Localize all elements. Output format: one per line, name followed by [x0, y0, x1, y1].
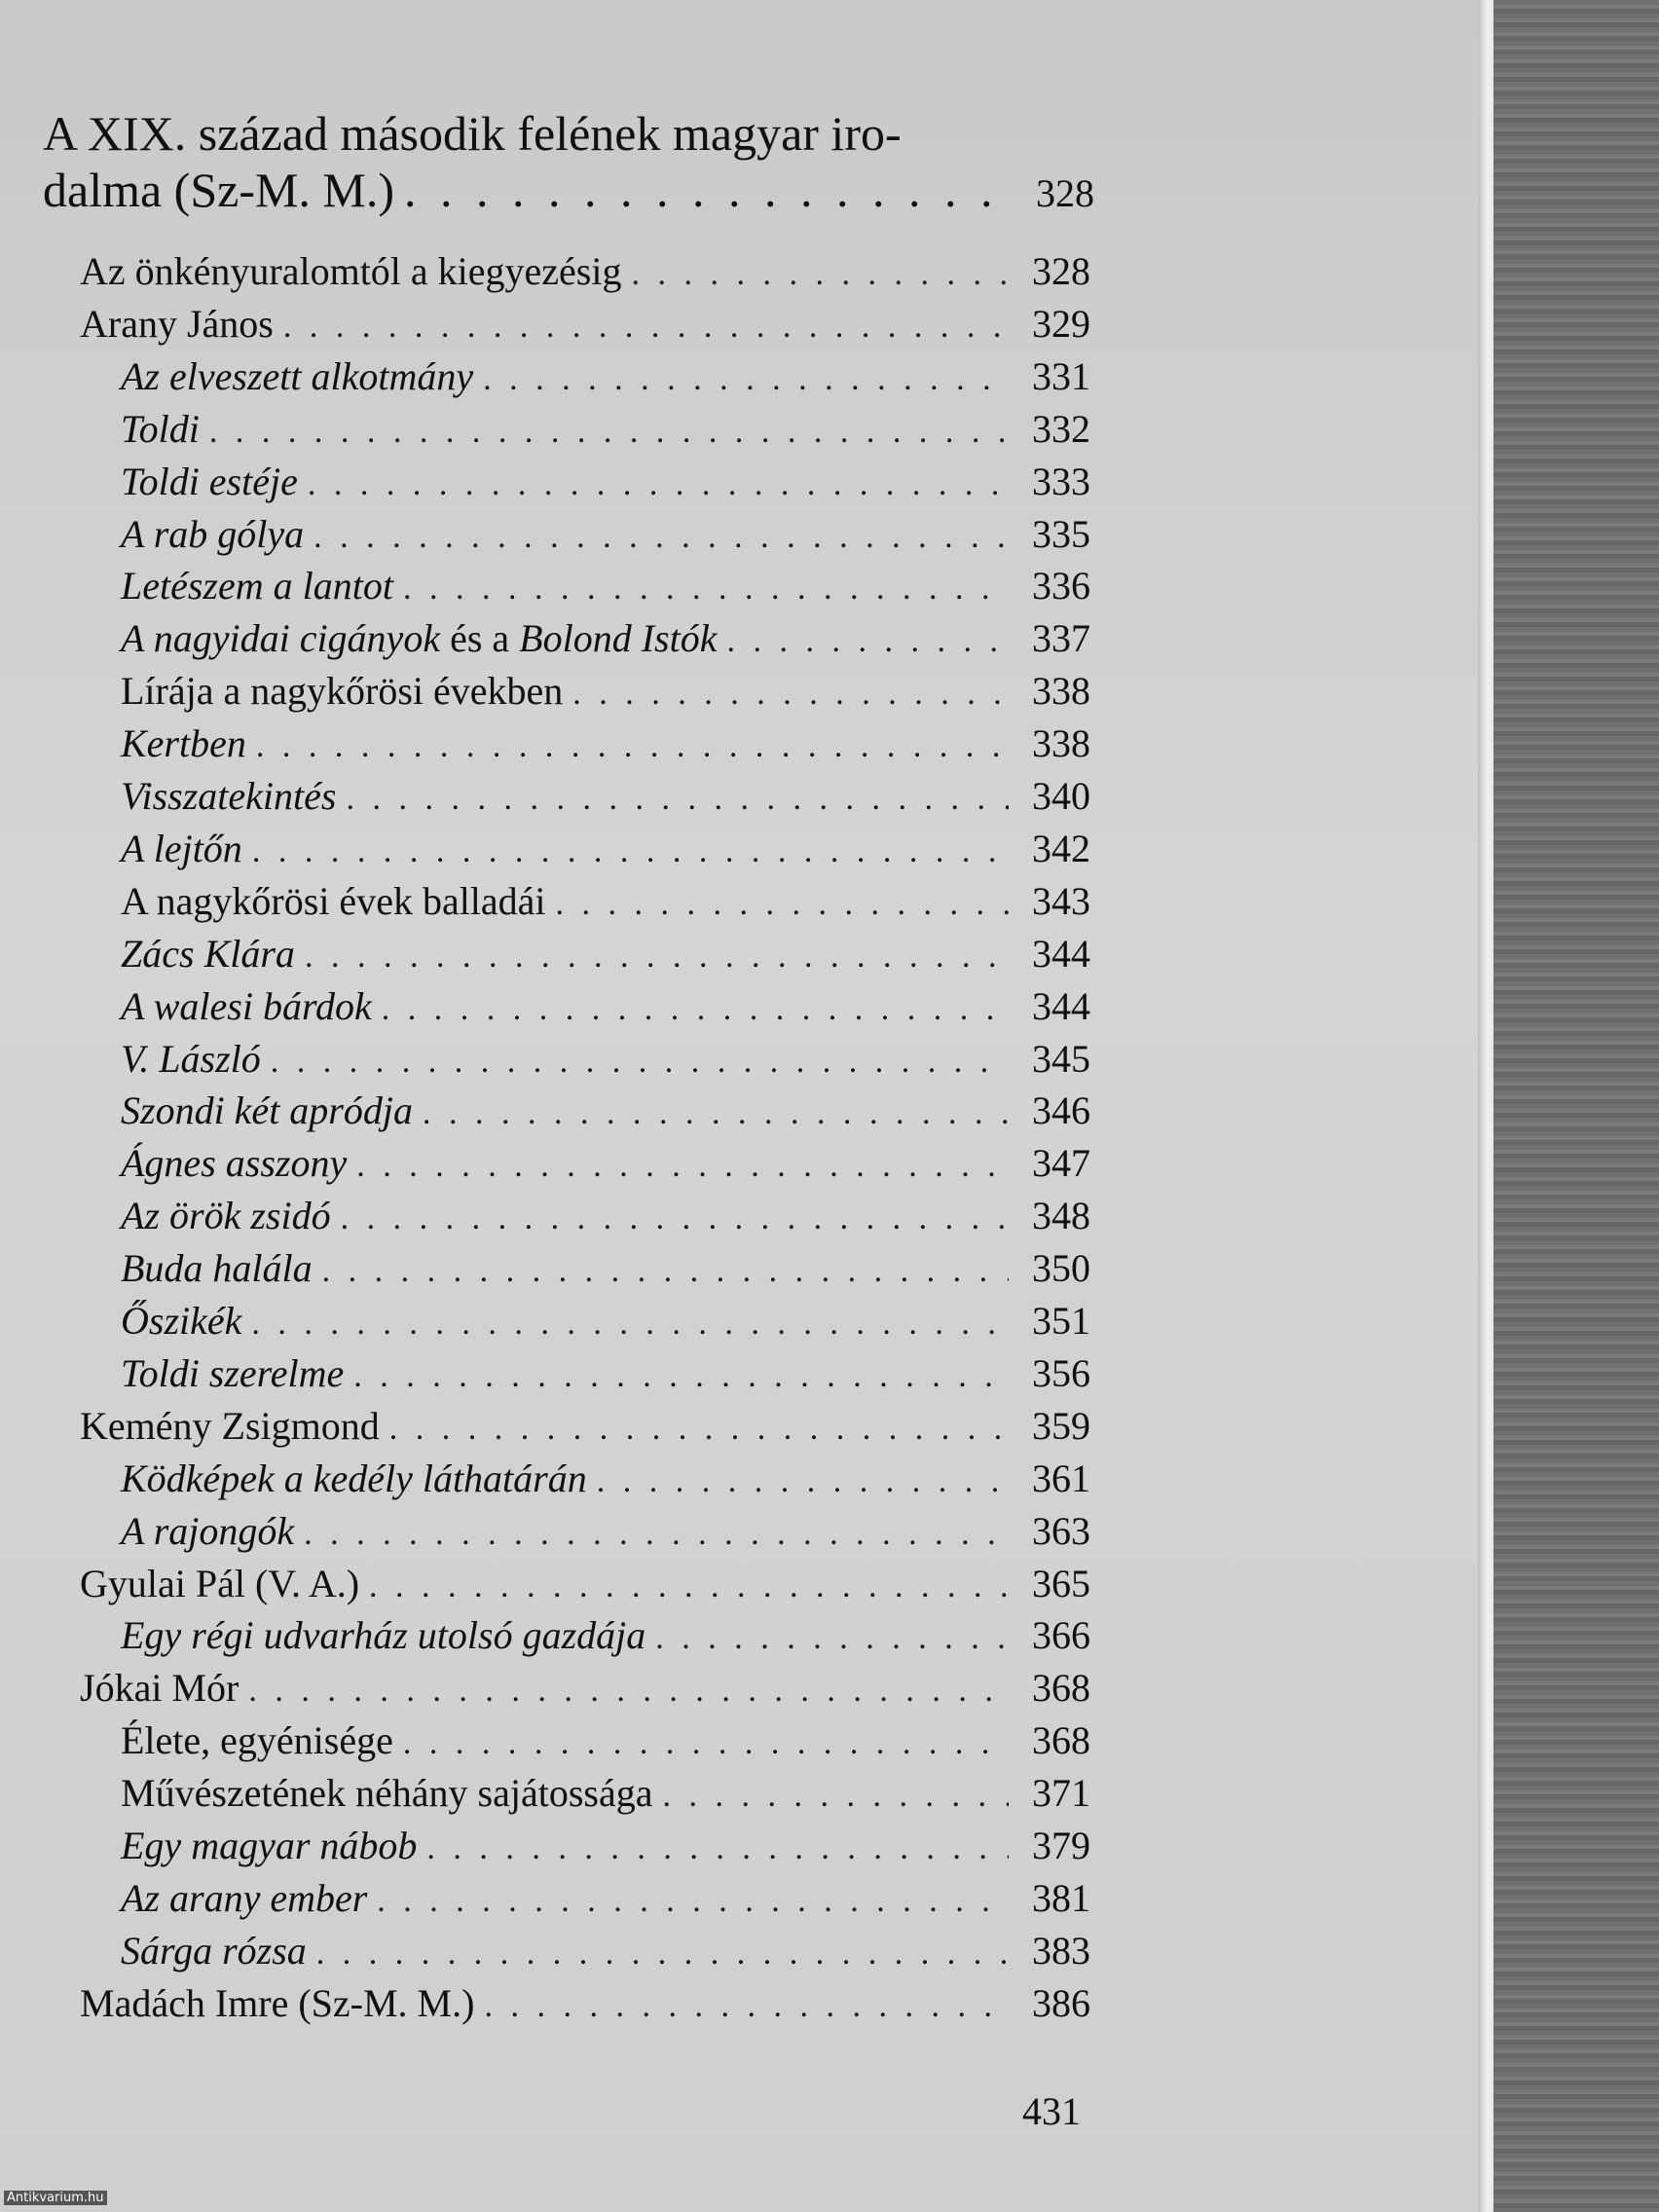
leader-dots	[283, 301, 1009, 353]
toc-entry-title: Egy magyar nábob	[121, 1824, 418, 1867]
toc-entry-title: Visszatekintés	[121, 774, 337, 818]
leader-dots	[382, 983, 1009, 1036]
toc-entry	[121, 1505, 1090, 1558]
toc-entry	[121, 980, 1090, 1033]
toc-entry-page: 356	[1032, 1350, 1090, 1395]
leader-dots	[403, 563, 1009, 615]
toc-entry-page: 340	[1032, 774, 1090, 818]
toc-entry-title: Az önkényuralomtól a kiegyezésig	[80, 249, 622, 293]
toc-entry-page: 331	[1032, 353, 1090, 398]
toc-entry-page: 368	[1032, 1718, 1090, 1763]
leader-dots	[304, 1508, 1009, 1561]
toc-entry-title: A rajongók	[121, 1508, 295, 1553]
toc-entry-title: Jókai Mór	[80, 1666, 240, 1711]
leader-dots	[423, 1088, 1009, 1140]
toc-entry-title: Arany János	[80, 301, 274, 346]
leader-dots	[313, 511, 1009, 564]
toc-entry	[121, 718, 1090, 770]
leader-dots	[655, 1612, 1009, 1665]
toc-entry	[121, 1609, 1090, 1662]
leader-dots	[389, 1403, 1009, 1456]
toc-entry-title-part: és a	[440, 616, 520, 661]
toc-entry	[121, 1820, 1090, 1872]
leader-dots	[346, 773, 1009, 826]
leader-dots	[662, 1770, 1009, 1823]
leader-dots	[484, 1980, 1009, 2033]
toc-entry-page: 365	[1032, 1561, 1090, 1605]
toc-entry-page: 368	[1032, 1666, 1090, 1711]
leader-dots	[251, 1298, 1009, 1350]
leader-dots	[369, 1561, 1009, 1613]
toc-entry-title-part: Bolond Istók	[519, 616, 718, 661]
leader-dots	[377, 1875, 1009, 1928]
toc-entry-title: Kertben	[121, 721, 246, 766]
section-heading	[43, 105, 1094, 222]
toc-entry	[121, 1872, 1090, 1925]
toc-entry	[80, 1400, 1090, 1453]
leader-dots	[252, 826, 1009, 878]
leader-dots	[256, 720, 1009, 773]
adjacent-pages	[1493, 0, 1659, 2212]
toc-entry	[80, 1662, 1090, 1714]
toc-entry-page: 344	[1032, 983, 1090, 1028]
toc-entry-title: Sárga rózsa	[121, 1928, 307, 1972]
toc-entry-page: 347	[1032, 1141, 1090, 1186]
toc-entry	[121, 1137, 1090, 1190]
toc-entry-title: Az örök zsidó	[121, 1194, 331, 1238]
toc-entry-title: Letészem a lantot	[121, 564, 393, 608]
toc-entry-page: 346	[1032, 1088, 1090, 1133]
toc-entry-page: 343	[1032, 878, 1090, 923]
toc-entry-title: Madách Imre (Sz-M. M.)	[80, 1980, 475, 2025]
toc-entry-page: 342	[1032, 826, 1090, 870]
toc-entry	[121, 403, 1090, 456]
toc-entry-page: 333	[1032, 459, 1090, 503]
leader-dots	[483, 353, 1009, 406]
leader-dots	[322, 1245, 1009, 1298]
toc-entry	[121, 1085, 1090, 1137]
toc-entry	[121, 1347, 1090, 1400]
section-heading-page: 328	[1036, 171, 1094, 215]
toc-entry-title: Művészetének néhány sajátossága	[121, 1771, 653, 1816]
toc-entry-page: 379	[1032, 1824, 1090, 1867]
toc-entry-page: 348	[1032, 1194, 1090, 1238]
toc-entry	[121, 1295, 1090, 1347]
toc-entry	[121, 823, 1090, 875]
leader-dots	[572, 668, 1009, 720]
section-heading-title: dalma (Sz-M. M.)	[43, 163, 395, 217]
toc-entry-title: Kemény Zsigmond	[80, 1403, 380, 1448]
leader-dots	[404, 162, 1013, 218]
toc-entry	[121, 1925, 1090, 1977]
leader-dots	[271, 1036, 1009, 1088]
toc-entry-page: 350	[1032, 1246, 1090, 1291]
toc-entry	[121, 1033, 1090, 1086]
toc-entry-page: 386	[1032, 1980, 1090, 2025]
toc-entry-page: 328	[1032, 249, 1090, 293]
leader-dots	[316, 1928, 1009, 1980]
toc-entry-title: Buda halála	[121, 1246, 313, 1291]
toc-entry-title: Őszikék	[121, 1299, 242, 1343]
leader-dots	[403, 1717, 1009, 1770]
toc-entry-title: Zács Klára	[121, 931, 295, 976]
toc-entry	[121, 928, 1090, 980]
leader-dots	[353, 1350, 1009, 1403]
toc-entry	[121, 770, 1090, 823]
toc-entry-page: 361	[1032, 1456, 1090, 1500]
toc-entry-title-part: A nagyidai cigányok	[121, 616, 441, 661]
toc-entry-page: 359	[1032, 1403, 1090, 1448]
toc-entry-title: Az arany ember	[121, 1875, 368, 1920]
toc-entry-title: A rab gólya	[121, 511, 305, 556]
toc-entry-title: A lejtőn	[121, 826, 242, 870]
toc-entry-title: A walesi bárdok	[121, 983, 372, 1028]
toc-entry-page: 351	[1032, 1299, 1090, 1343]
section-heading-line1: A XIX. század második felének magyar iro-	[43, 106, 902, 161]
toc-entry-title: Gyulai Pál (V. A.)	[80, 1561, 360, 1605]
toc-entry-title: Toldi	[121, 406, 200, 451]
toc-entry	[121, 665, 1090, 718]
leader-dots	[209, 406, 1009, 459]
toc-entry	[121, 1767, 1090, 1820]
toc-entry	[121, 875, 1090, 928]
toc-entry-title	[121, 612, 717, 665]
leader-dots	[726, 615, 1009, 668]
toc-entry	[80, 298, 1090, 350]
toc-entry-title: Az elveszett alkotmány	[121, 353, 474, 398]
leader-dots	[356, 1140, 1009, 1193]
toc-entry-title: Toldi estéje	[121, 459, 298, 503]
leader-dots	[248, 1665, 1009, 1717]
toc-entry-title: Lírája a nagykőrösi években	[121, 669, 564, 714]
toc-entry-title: Szondi két apródja	[121, 1088, 413, 1133]
toc-entry-title: A nagykőrösi évek balladái	[121, 878, 546, 923]
toc-entry	[121, 1242, 1090, 1295]
leader-dots	[597, 1456, 1009, 1508]
section-heading-line2	[43, 162, 1094, 222]
toc-entry	[121, 612, 1090, 665]
leader-dots	[305, 931, 1009, 983]
toc-entry-page: 332	[1032, 406, 1090, 451]
toc-entry	[121, 1714, 1090, 1767]
toc-entry-page: 337	[1032, 616, 1090, 661]
toc-entry-title: Toldi szerelme	[121, 1350, 345, 1395]
toc-entry	[121, 1453, 1090, 1505]
toc-entry-page: 371	[1032, 1771, 1090, 1816]
leader-dots	[308, 459, 1009, 511]
toc-entry-page: 344	[1032, 931, 1090, 976]
toc-entry-title: Egy régi udvarház utolsó gazdája	[121, 1613, 646, 1658]
toc-entry-page: 381	[1032, 1875, 1090, 1920]
toc-entry-title: Ágnes asszony	[121, 1141, 348, 1186]
watermark: Antikvarium.hu	[4, 2191, 107, 2205]
toc-entry	[80, 1558, 1090, 1610]
leader-dots	[631, 248, 1009, 301]
toc-entry	[121, 1190, 1090, 1242]
toc-entry-page: 329	[1032, 301, 1090, 346]
toc-entry-page: 383	[1032, 1928, 1090, 1972]
leader-dots	[341, 1193, 1009, 1245]
toc-entry	[121, 350, 1090, 403]
toc-entry-page: 363	[1032, 1508, 1090, 1553]
toc-entry	[121, 508, 1090, 561]
toc-entry	[121, 456, 1090, 508]
toc-entry-title: V. László	[121, 1036, 261, 1081]
page-number: 431	[1022, 2089, 1081, 2133]
toc-entry-page: 338	[1032, 669, 1090, 714]
toc-entry-title: Élete, egyénisége	[121, 1718, 393, 1763]
toc-entry	[80, 245, 1090, 298]
toc-entry-page: 345	[1032, 1036, 1090, 1081]
leader-dots	[426, 1823, 1009, 1875]
toc-entry-page: 338	[1032, 721, 1090, 766]
toc-entry-page: 336	[1032, 564, 1090, 608]
leader-dots	[556, 878, 1009, 931]
toc-entry-page: 366	[1032, 1613, 1090, 1658]
toc-entry	[80, 1977, 1090, 2030]
toc-entry	[121, 560, 1090, 612]
toc-entry-title: Ködképek a kedély láthatárán	[121, 1456, 587, 1500]
toc-entry-page: 335	[1032, 511, 1090, 556]
